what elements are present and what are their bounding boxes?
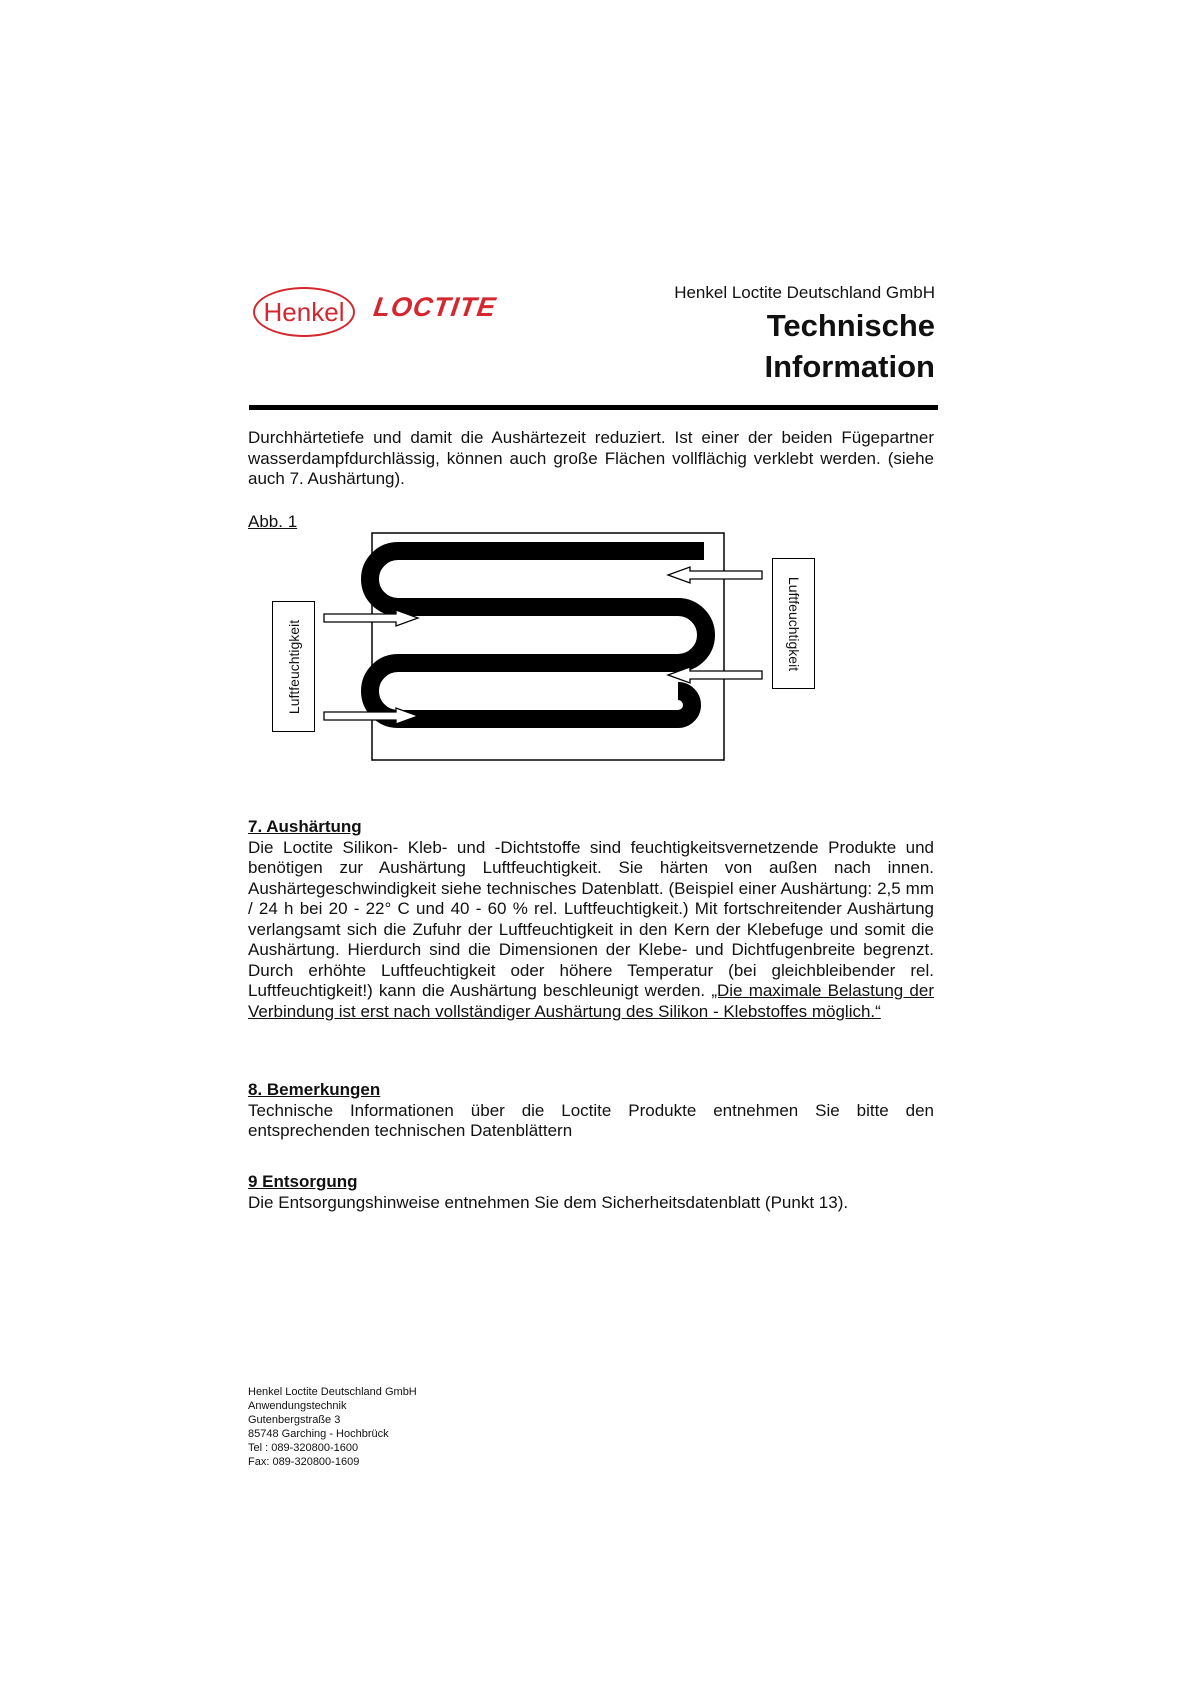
humidity-label-right-text: Luftfeuchtigkeit	[785, 576, 802, 671]
arrow-left-top	[324, 610, 418, 626]
arrow-right-top	[668, 567, 762, 583]
footer-line: Tel : 089-320800-1600	[248, 1442, 359, 1454]
section-curing	[248, 817, 934, 1022]
section-remarks-heading: 8. Bemerkungen	[248, 1080, 381, 1099]
humidity-label-left	[272, 601, 315, 732]
section-remarks-text: Technische Informationen über die Loctite Produkte entnehmen Sie bitte den entsprechenden technischen Datenblättern	[248, 1100, 934, 1140]
arrow-right-bottom	[668, 667, 762, 683]
section-curing-text	[248, 838, 934, 1023]
figure-diagram	[248, 525, 828, 765]
adhesive-bead	[370, 551, 706, 719]
footer-line: Gutenbergstraße 3	[248, 1414, 341, 1426]
section-disposal-text: Die Entsorgungshinweise entnehmen Sie dem Sicherheitsdatenblatt (Punkt 13).	[248, 1192, 849, 1212]
henkel-logo	[253, 287, 355, 337]
loctite-logo: LOCTITE	[371, 292, 499, 322]
footer-line: Fax: 089-320800-1609	[248, 1456, 360, 1468]
figure-label: Abb. 1	[248, 512, 298, 531]
humidity-label-left-text: Luftfeuchtigkeit	[285, 619, 302, 714]
section-disposal	[248, 1172, 934, 1213]
section-curing-underlined: „Die maximale Belastung der Verbindung ist erst nach vollständiger Aushärtung des Silikon - Klebstoffes möglich.“	[248, 981, 934, 1021]
header-divider	[249, 405, 938, 410]
section-disposal-heading: 9 Entsorgung	[248, 1172, 358, 1191]
section-curing-heading: 7. Aushärtung	[248, 817, 362, 836]
footer-line: Henkel Loctite Deutschland GmbH	[248, 1386, 417, 1398]
document-title-line2: Information	[764, 349, 935, 384]
section-curing-body: Die Loctite Silikon- Kleb- und -Dichtstoffe sind feuchtigkeitsvernetzende Produkte und benötigen zur Aushärtung Luftfeuchtigkeit. Sie härten von außen nach innen. Aushärtegeschwindigkeit siehe technisches Datenblatt. (Beispiel einer Aushärtung: 2,5 mm / 24 h bei 20 - 22° C und 40 - 60 % rel. Luftfeuchtigkeit.) Mit fortschreitender Aushärtung verlangsamt sich die Zufuhr der Luftfeuchtigkeit in den Kern der Klebefuge und somit die Aushärtung. Hierdurch sind die Dimensionen der Klebe- und Dichtfugenbreite begrenzt. Durch erhöhte Luftfeuchtigkeit oder höhere Temperatur (bei gleichbleibender rel. Luftfeuchtigkeit!) kann die Aushärtung beschleunigt werden.	[248, 837, 934, 1000]
document-title	[765, 305, 936, 387]
section-remarks	[248, 1080, 934, 1142]
henkel-logo-text: Henkel	[263, 296, 345, 327]
diagram-svg	[248, 525, 828, 765]
document-title-line1: Technische	[766, 308, 935, 343]
intro-paragraph: Durchhärtetiefe und damit die Aushärtezeit reduziert. Ist einer der beiden Fügepartner wasserdampfdurchlässig, können auch große Flächen vollflächig verklebt werden. (siehe auch 7. Aushärtung).	[248, 428, 934, 488]
company-name: Henkel Loctite Deutschland GmbH	[674, 283, 935, 302]
footer-address	[248, 1385, 417, 1469]
humidity-label-right	[772, 558, 815, 689]
footer-line: Anwendungstechnik	[248, 1400, 347, 1412]
footer-line: 85748 Garching - Hochbrück	[248, 1428, 389, 1440]
